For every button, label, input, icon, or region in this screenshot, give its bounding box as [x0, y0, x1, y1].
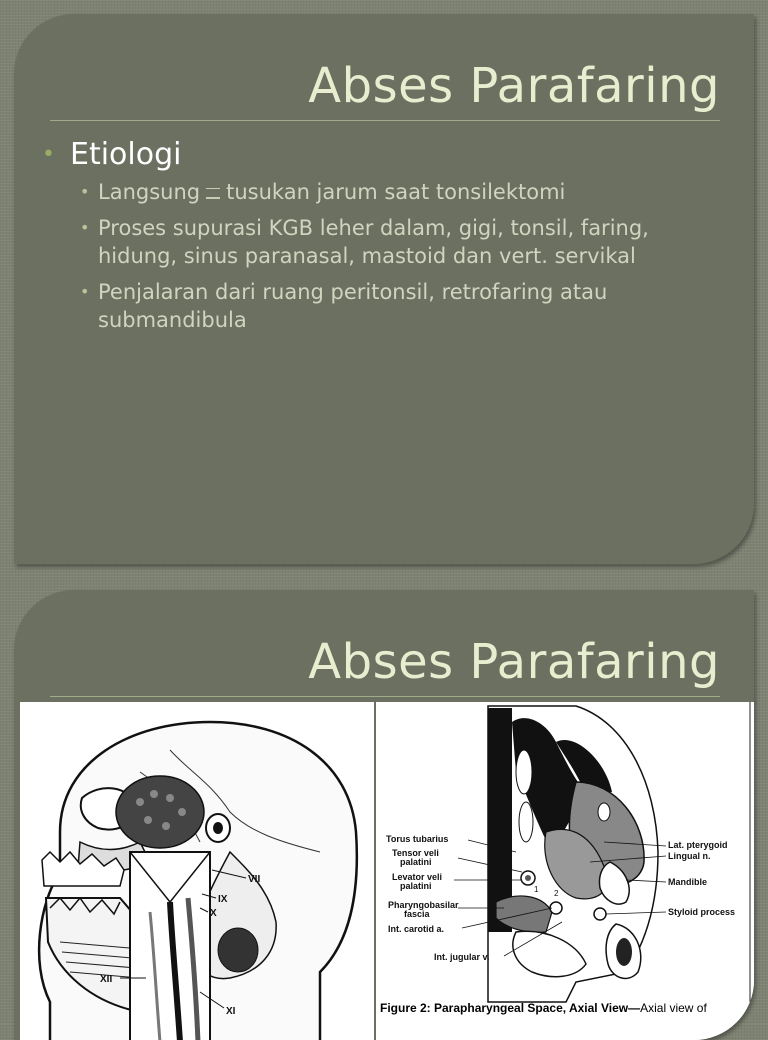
sub-bullet-dot-icon: •	[80, 282, 90, 301]
axial-view-figure	[376, 702, 754, 1040]
sub-bullet-1	[80, 178, 724, 206]
label-pharyngobasilar-1: Pharyngobasilar	[388, 900, 459, 910]
svg-text:2: 2	[554, 889, 559, 898]
label-levator-2: palatini	[400, 881, 432, 891]
sub-bullet-2	[80, 214, 724, 270]
bullet-dot-icon: •	[42, 142, 55, 167]
sub-bullet-2-text: Proses supurasi KGB leher dalam, gigi, tonsil, faring, hidung, sinus paranasal, mastoid dan vert. servikal	[98, 216, 649, 268]
bullet-list	[42, 138, 724, 342]
title-divider	[50, 120, 720, 121]
nerve-label-ix: IX	[218, 894, 228, 905]
label-carotid: Int. carotid a.	[388, 924, 445, 934]
title-divider	[50, 696, 720, 697]
label-mandible: Mandible	[668, 877, 708, 887]
axial-view-drawing	[376, 702, 754, 1040]
skull-illustration	[20, 702, 374, 1040]
label-lingual: Lingual n.	[668, 851, 711, 861]
slide-title: Abses Parafaring	[308, 634, 720, 690]
label-pterygoid: Lat. pterygoid	[668, 840, 728, 850]
figure-caption: Figure 2: Parapharyngeal Space, Axial View—Axial view of	[380, 1001, 707, 1015]
bullet-etiologi	[42, 138, 724, 334]
styloid-process	[594, 908, 606, 920]
bullet-label: Etiologi	[70, 137, 182, 172]
sternocleidomastoid	[218, 928, 258, 972]
nerve-label-xi: XI	[226, 1006, 236, 1017]
label-jugular: Int. jugular v.	[434, 952, 490, 962]
slide-title: Abses Parafaring	[308, 58, 720, 114]
label-tensor-1: Tensor veli	[392, 848, 439, 858]
nerve-label-vii: VII	[248, 874, 261, 885]
skull-drawing	[20, 702, 374, 1040]
sub-bullet-3-text: Penjalaran dari ruang peritonsil, retrofaring atau submandibula	[98, 280, 608, 332]
label-tensor-2: palatini	[400, 857, 432, 867]
nerve-label-x: X	[210, 908, 217, 919]
label-styloid: Styloid process	[668, 907, 736, 917]
slide-2	[14, 590, 754, 1040]
label-pharyngobasilar-2: fascia	[404, 909, 430, 919]
sub-bullet-3	[80, 278, 724, 334]
label-levator-1: Levator veli	[392, 872, 443, 882]
arrow-icon	[206, 188, 220, 199]
pterygoid-muscle	[116, 776, 204, 848]
sub-bullet-dot-icon: •	[80, 182, 90, 201]
sub-bullet-1-post: tusukan jarum saat tonsilektomi	[226, 180, 566, 204]
label-torus: Torus tubarius	[386, 834, 449, 844]
sub-bullet-list	[70, 178, 724, 334]
svg-text:1: 1	[534, 885, 539, 894]
sub-bullet-dot-icon: •	[80, 218, 90, 237]
sub-bullet-1-pre: Langsung	[98, 180, 201, 204]
nerve-label-xii: XII	[100, 974, 113, 985]
slide-1	[14, 14, 754, 564]
vertebral-body	[616, 938, 632, 966]
